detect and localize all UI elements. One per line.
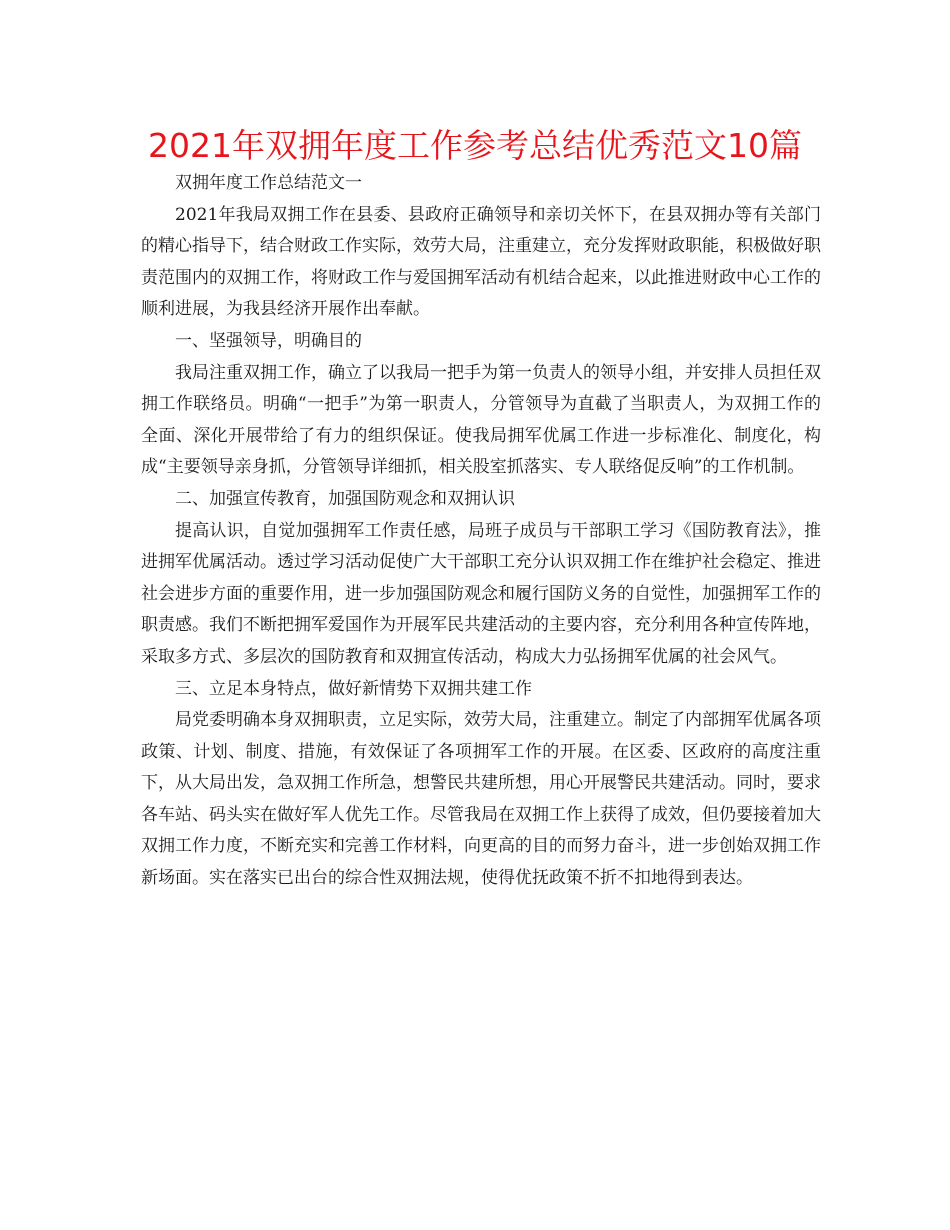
document-body (141, 168, 821, 895)
section-heading: 二、加强宣传教育，加强国防观念和双拥认识 (175, 488, 515, 509)
section-heading: 一、坚强领导，明确目的 (175, 330, 362, 351)
body-paragraph: 我局注重双拥工作，确立了以我局一把手为第一负责人的领导小组，并安排人员担任双拥工作联络员。明确“一把手”为第一职责人，分管领导为直截了当职责人，为双拥工作的全面、深化开展带给了有力的组织保证。使我局拥军优属工作进一步标准化、制度化，构成“主要领导亲身抓，分管领导详细抓，相关股室抓落实、专人联络促反响”的工作机制。 (141, 362, 821, 478)
body-paragraph: 提高认识，自觉加强拥军工作责任感，局班子成员与干部职工学习《国防教育法》，推进拥军优属活动。透过学习活动促使广大干部职工充分认识双拥工作在维护社会稳定、推进社会进步方面的重要作用，进一步加强国防观念和履行国防义务的自觉性，加强拥军工作的职责感。我们不断把拥军爱国作为开展军民共建活动的主要内容，充分利用各种宣传阵地，采取多方式、多层次的国防教育和双拥宣传活动，构成大力弘扬拥军优属的社会风气。 (141, 520, 821, 667)
section-heading: 三、立足本身特点，做好新情势下双拥共建工作 (175, 678, 532, 699)
body-paragraph: 局党委明确本身双拥职责，立足实际，效劳大局，注重建立。制定了内部拥军优属各项政策、计划、制度、措施，有效保证了各项拥军工作的开展。在区委、区政府的高度注重下，从大局出发，急双拥工作所急，想警民共建所想，用心开展警民共建活动。同时，要求各车站、码头实在做好军人优先工作。尽管我局在双拥工作上获得了成效，但仍要接着加大双拥工作力度，不断充实和完善工作材料，向更高的目的而努力奋斗，进一步创始双拥工作新场面。实在落实已出台的综合性双拥法规，使得优抚政策不折不扣地得到表达。 (141, 710, 821, 889)
section-heading: 双拥年度工作总结范文一 (175, 173, 362, 193)
body-paragraph: 2021年我局双拥工作在县委、县政府正确领导和亲切关怀下，在县双拥办等有关部门的精心指导下，结合财政工作实际，效劳大局，注重建立，充分发挥财政职能，积极做好职责范围内的双拥工作，将财政工作与爱国拥军活动有机结合起来，以此推进财政中心工作的顺利进展，为我县经济开展作出奉献。 (141, 204, 821, 320)
document-title: 2021年双拥年度工作参考总结优秀范文10篇 (148, 126, 802, 165)
